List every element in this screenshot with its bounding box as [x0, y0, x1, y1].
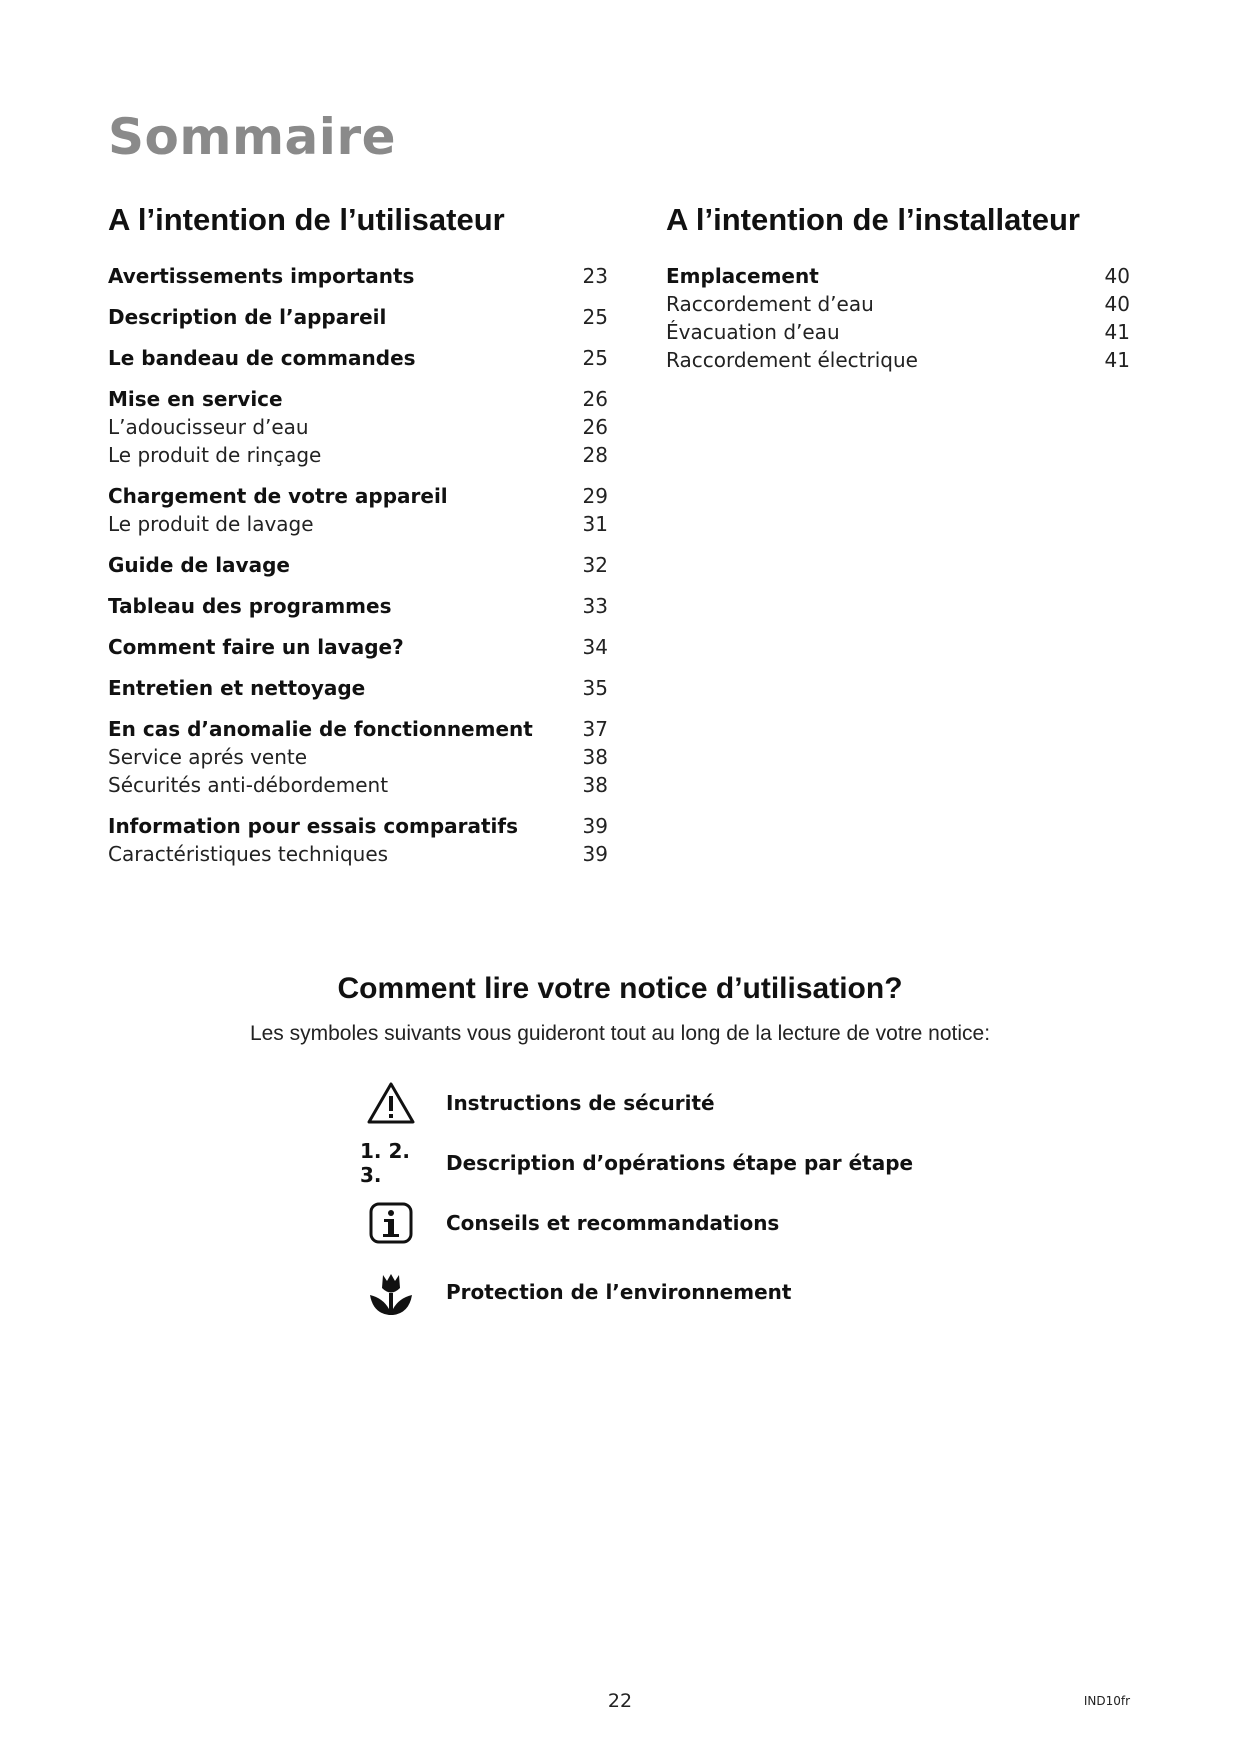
- toc-entry-label: Tableau des programmes: [108, 594, 392, 618]
- toc-page-number: 33: [582, 594, 608, 618]
- toc-entry: [108, 344, 608, 372]
- page-number: 22: [607, 1690, 633, 1712]
- steps-text: 1. 2. 3.: [360, 1139, 410, 1187]
- user-toc-list: [108, 262, 608, 868]
- toc-group: [108, 344, 608, 372]
- toc-entry: [108, 592, 608, 620]
- toc-entry-label: Raccordement d’eau: [666, 292, 874, 316]
- toc-page-number: 26: [582, 387, 608, 411]
- toc-group: [108, 303, 608, 331]
- tulip-icon: [360, 1258, 422, 1330]
- toc-page-number: 37: [582, 717, 608, 741]
- how-to-read-title: Comment lire votre notice d’utilisation?: [337, 972, 903, 1005]
- toc-page-number: 39: [582, 814, 608, 838]
- document-code: IND10fr: [1083, 1694, 1130, 1708]
- toc-page-number: 23: [582, 264, 608, 288]
- toc-entry: [108, 551, 608, 579]
- toc-entry-label: Information pour essais comparatifs: [108, 814, 519, 838]
- toc-page-number: 38: [582, 773, 608, 797]
- toc-page-number: 41: [1104, 348, 1130, 372]
- toc-entry-label: Service aprés vente: [108, 745, 308, 769]
- toc-page-number: 31: [582, 512, 608, 536]
- toc-subentry: [108, 743, 608, 771]
- legend-label: Protection de l’environnement: [446, 1280, 792, 1304]
- legend-item-environment: [360, 1258, 960, 1330]
- toc-page-number: 40: [1104, 264, 1130, 288]
- toc-entry-label: Guide de lavage: [108, 553, 290, 577]
- toc-group: [108, 482, 608, 538]
- toc-page-number: 26: [582, 415, 608, 439]
- toc-page-number: 39: [582, 842, 608, 866]
- legend-item-tips: [360, 1198, 960, 1258]
- toc-page-number: 29: [582, 484, 608, 508]
- toc-subentry: [108, 510, 608, 538]
- toc-entry: [108, 482, 608, 510]
- toc-page-number: 32: [582, 553, 608, 577]
- toc-page-number: 38: [582, 745, 608, 769]
- toc-entry-label: Mise en service: [108, 387, 283, 411]
- toc-entry: [108, 303, 608, 331]
- toc-page-number: 28: [582, 443, 608, 467]
- toc-page-number: 25: [582, 346, 608, 370]
- toc-subentry: [666, 318, 1130, 346]
- toc-entry-label: Évacuation d’eau: [666, 320, 840, 344]
- toc-group: [108, 633, 608, 661]
- warning-triangle-icon: [360, 1078, 422, 1128]
- toc-group: [666, 262, 1130, 374]
- toc-entry: [108, 633, 608, 661]
- toc-page-number: 25: [582, 305, 608, 329]
- toc-entry-label: Comment faire un lavage?: [108, 635, 404, 659]
- legend-label: Instructions de sécurité: [446, 1091, 715, 1115]
- toc-group: [108, 812, 608, 868]
- toc-entry: [108, 262, 608, 290]
- toc-entry-label: Sécurités anti-débordement: [108, 773, 389, 797]
- toc-subentry: [108, 441, 608, 469]
- user-section-heading: A l’intention de l’utilisateur: [108, 202, 505, 237]
- toc-entry-label: Raccordement électrique: [666, 348, 918, 372]
- toc-entry-label: Avertissements importants: [108, 264, 415, 288]
- toc-subentry: [666, 346, 1130, 374]
- toc-page-number: 41: [1104, 320, 1130, 344]
- legend-label: Conseils et recommandations: [446, 1211, 780, 1235]
- toc-entry-label: L’adoucisseur d’eau: [108, 415, 309, 439]
- toc-subentry: [666, 290, 1130, 318]
- toc-entry-label: Entretien et nettoyage: [108, 676, 366, 700]
- toc-entry: [108, 385, 608, 413]
- how-to-read-intro: Les symboles suivants vous guideront tout au long de la lecture de votre notice:: [249, 1022, 991, 1045]
- toc-group: [108, 385, 608, 469]
- legend-item-safety: [360, 1078, 960, 1138]
- toc-entry: [108, 674, 608, 702]
- toc-entry-label: Chargement de votre appareil: [108, 484, 448, 508]
- toc-subentry: [108, 413, 608, 441]
- toc-group: [108, 592, 608, 620]
- toc-entry-label: Caractéristiques techniques: [108, 842, 389, 866]
- toc-entry-label: Le produit de rinçage: [108, 443, 322, 467]
- toc-entry-label: Le bandeau de commandes: [108, 346, 416, 370]
- toc-entry-label: Description de l’appareil: [108, 305, 387, 329]
- toc-entry-label: Le produit de lavage: [108, 512, 314, 536]
- toc-entry-label: En cas d’anomalie de fonctionnement: [108, 717, 533, 741]
- toc-group: [108, 715, 608, 799]
- toc-subentry: [108, 771, 608, 799]
- symbol-legend: [360, 1078, 960, 1330]
- legend-item-steps: [360, 1138, 960, 1198]
- installer-toc-column: [666, 200, 1130, 387]
- page-title: Sommaire: [108, 108, 397, 166]
- toc-entry: [666, 262, 1130, 290]
- toc-subentry: [108, 840, 608, 868]
- toc-group: [108, 262, 608, 290]
- toc-entry: [108, 812, 608, 840]
- toc-group: [108, 674, 608, 702]
- toc-entry: [108, 715, 608, 743]
- installer-section-heading: A l’intention de l’installateur: [666, 202, 1080, 237]
- toc-entry-label: Emplacement: [666, 264, 819, 288]
- toc-page-number: 40: [1104, 292, 1130, 316]
- toc-page-number: 35: [582, 676, 608, 700]
- toc-group: [108, 551, 608, 579]
- toc-page-number: 34: [582, 635, 608, 659]
- info-icon: [360, 1198, 422, 1248]
- steps-marker: [360, 1138, 422, 1188]
- user-toc-column: [108, 200, 608, 881]
- installer-toc-list: [666, 262, 1130, 374]
- legend-label: Description d’opérations étape par étape: [446, 1151, 914, 1175]
